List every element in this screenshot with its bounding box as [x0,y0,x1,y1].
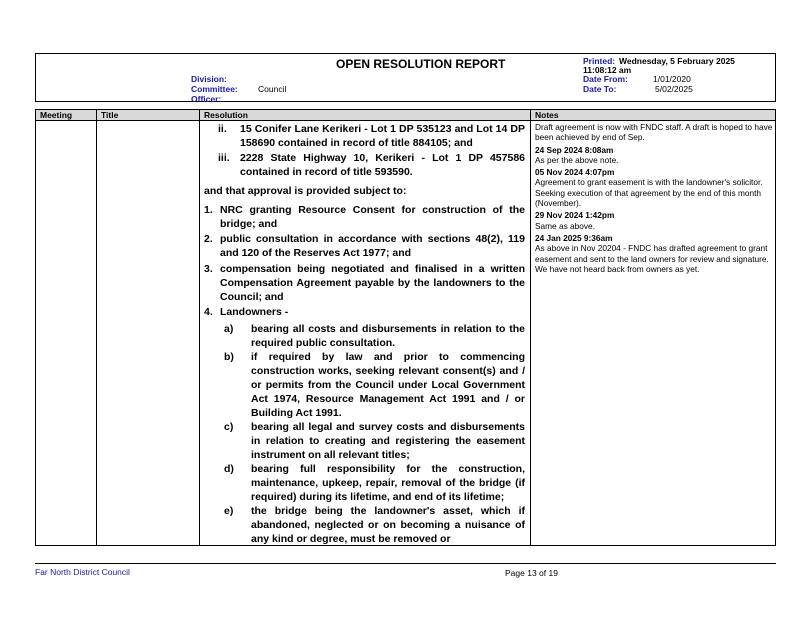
date-to-label: Date To: [583,84,617,94]
resolution-subject: and that approval is provided subject to: [204,185,407,197]
committee-label: Committee: [191,84,238,94]
item-number: 2. [204,233,213,245]
item-number: c) [224,421,234,433]
note-text: Agreement to grant easement is with the landowner's solicitor. Seeking execution of that agreement by the end of this month (November). [535,177,763,209]
committee-value: Council [258,84,287,94]
item-text: if required by law and prior to commencing construction works, seeking relevant consent(s) and / or permits from the Council under Local Government Act 1974, Resource Management Act 1991 and / or Building Act 1991. [251,351,525,419]
resolution-item-iii [218,151,525,179]
item-number: a) [224,323,234,335]
note-timestamp: 24 Sep 2024 8:08am [535,144,614,155]
column-divider [199,110,200,545]
sub-item-b [224,350,525,420]
item-text: public consultation in accordance with sections 48(2), 119 and 120 of the Reserves Act 1977; and [220,233,525,259]
footer-organisation: Far North District Council [35,567,130,577]
report-header [35,53,776,102]
condition-3 [204,262,525,304]
date-from-value: 1/01/2020 [653,74,691,84]
item-text: the bridge being the landowner's asset, which if abandoned, neglected or on becoming a nuisance of any kind or degree, must be removed or [251,505,525,545]
sub-item-a [224,322,525,350]
note-text: As above in Nov 20204 - FNDC has drafted agreement to grant easement and sent to the land owners for review and signature. We have not heard back from owners as yet. [535,243,769,274]
printed-time: 11:08:12 am [583,65,632,75]
item-number: iii. [218,152,230,164]
date-to-value: 5/02/2025 [655,84,693,94]
printed-label: Printed: [583,56,616,66]
sub-item-e [224,504,525,546]
column-divider [96,110,97,545]
header-meeting: Meeting [40,110,73,120]
item-number: 4. [204,306,213,318]
item-text: bearing all costs and disbursements in relation to the required public consultation. [251,323,525,349]
item-text: Landowners - [220,306,289,318]
item-text: 2228 State Highway 10, Kerikeri - Lot 1 DP 457586 contained in record of title 593590. [240,152,525,178]
note-timestamp: 05 Nov 2024 4:07pm [535,167,615,178]
item-number: d) [224,463,234,475]
note-text: As per the above note. [535,154,619,165]
item-number: ii. [218,123,227,135]
sub-item-c [224,420,525,462]
condition-2 [204,232,525,260]
item-number: 3. [204,263,213,275]
header-title: Title [101,110,119,120]
footer-divider [35,563,776,564]
division-label: Division: [191,74,227,84]
report-title: OPEN RESOLUTION REPORT [336,57,506,71]
notes-cell [535,122,773,274]
note-text: Same as above. [535,220,595,231]
condition-1 [204,203,525,231]
resolution-item-ii [218,122,525,150]
page-number: Page 13 of 19 [505,568,558,578]
table-header-row [36,110,775,121]
item-text: bearing all legal and survey costs and disbursements in relation to creating and registering the easement instrument on all relevant titles; [251,421,525,461]
resolution-table [35,109,776,546]
item-text: 15 Conifer Lane Kerikeri - Lot 1 DP 535123 and Lot 14 DP 158690 contained in record of title 884105; and [240,123,525,149]
column-divider [530,110,531,545]
officer-label: Officer: [191,94,222,104]
item-text: bearing full responsibility for the construction, maintenance, upkeep, repair, removal of the bridge (if required) during its lifetime, and end of its lifetime; [251,463,525,503]
item-text: compensation being negotiated and finalised in a written Compensation Agreement payable by the landowners to the Council; and [220,263,525,303]
condition-4 [204,305,525,319]
item-text: NRC granting Resource Consent for construction of the bridge; and [220,204,525,230]
printed-value: Wednesday, 5 February 2025 [619,56,735,66]
item-number: e) [224,505,234,517]
item-number: b) [224,351,234,363]
header-resolution: Resolution [204,110,248,120]
date-from-label: Date From: [583,74,628,84]
note-timestamp: 24 Jan 2025 9:36am [535,232,613,243]
sub-item-d [224,462,525,504]
item-number: 1. [204,204,213,216]
note-timestamp: 29 Nov 2024 1:42pm [535,210,615,221]
header-notes: Notes [535,110,559,120]
note-text: Draft agreement is now with FNDC staff. A draft is hoped to have been achieved by end of Sep. [535,122,773,143]
